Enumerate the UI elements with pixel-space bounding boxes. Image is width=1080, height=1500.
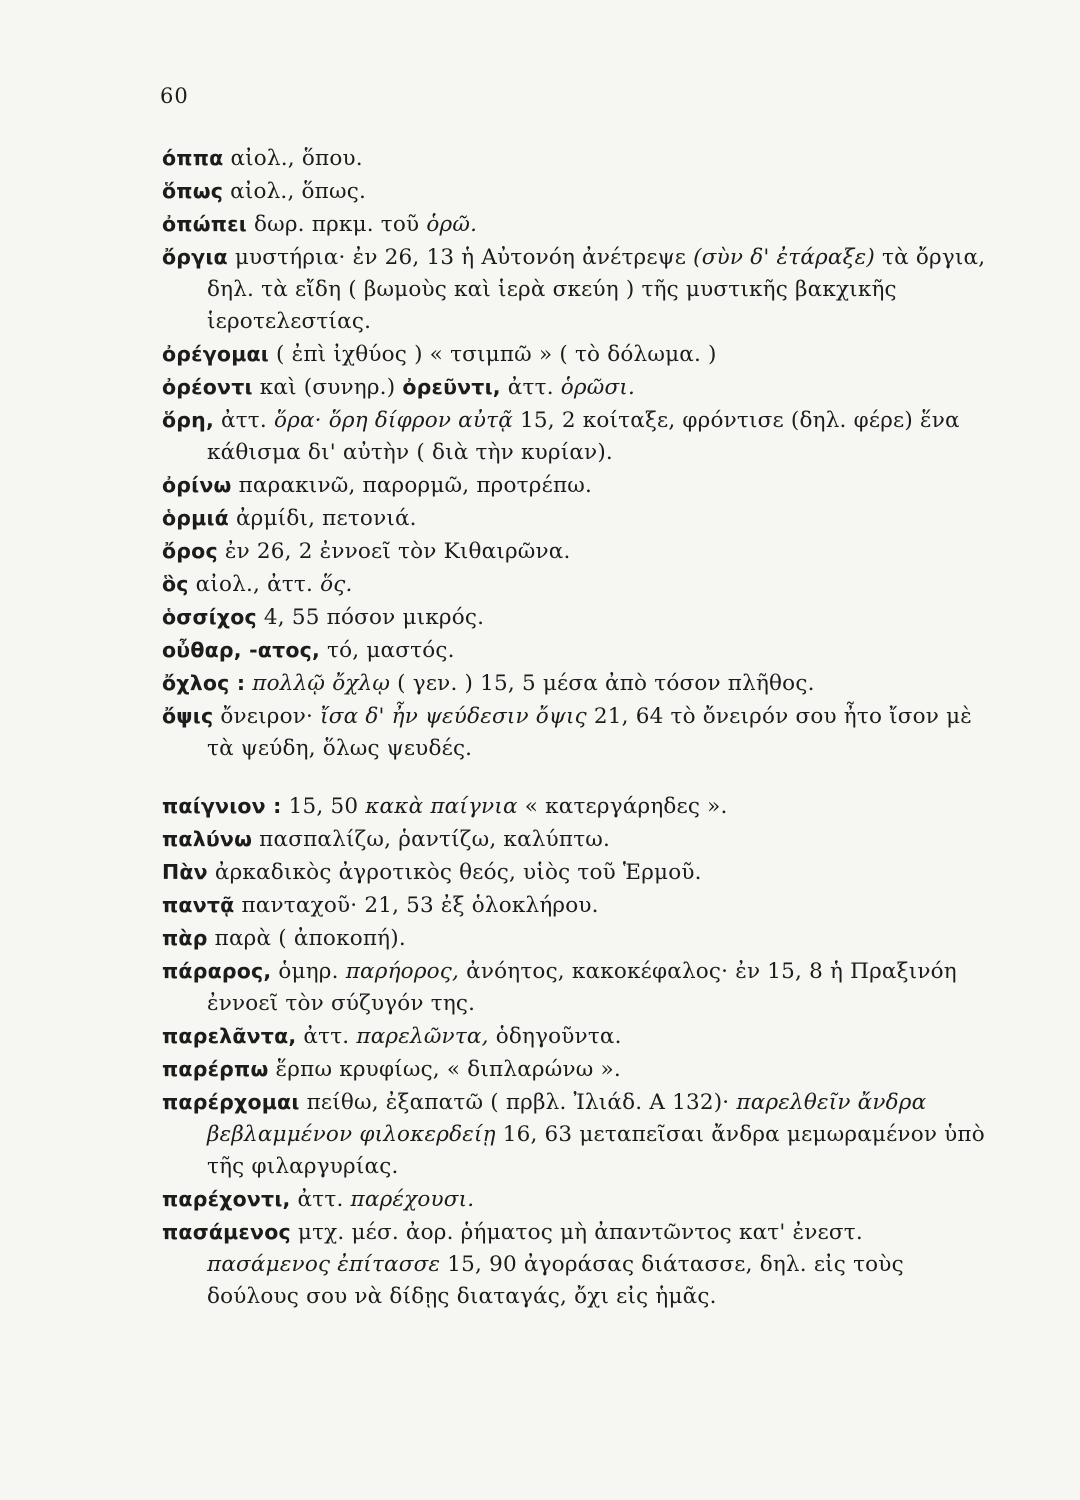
headword: Πὰν bbox=[162, 860, 208, 884]
headword: πὰρ bbox=[162, 926, 208, 950]
definition-text: αἰολ., ὅπου. bbox=[223, 146, 363, 171]
headword: ὁσσίχος bbox=[162, 605, 257, 629]
headword: παρελᾶντα, bbox=[162, 1024, 297, 1048]
dictionary-entry bbox=[162, 790, 992, 823]
definition-text: ἀττ. bbox=[213, 408, 274, 433]
page-number: 60 bbox=[160, 84, 189, 108]
dictionary-entries bbox=[162, 142, 992, 1313]
italic-quote: παρέχουσι. bbox=[350, 1187, 475, 1212]
dictionary-entry bbox=[162, 1216, 992, 1313]
headword: οὖθαρ, -ατος, bbox=[162, 638, 320, 662]
dictionary-entry bbox=[162, 601, 992, 634]
dictionary-entry bbox=[162, 338, 992, 371]
dictionary-entry bbox=[162, 1183, 992, 1216]
dictionary-entry bbox=[162, 700, 992, 765]
italic-quote: κακὰ παίγνια bbox=[365, 794, 518, 819]
bold-form: ὀρεῦντι, bbox=[402, 375, 501, 399]
dictionary-entry bbox=[162, 1020, 992, 1053]
dictionary-entry bbox=[162, 469, 992, 502]
dictionary-entry bbox=[162, 175, 992, 208]
italic-quote: πασάμενος ἐπίτασσε bbox=[207, 1252, 441, 1277]
italic-quote: παρήορος, bbox=[345, 959, 460, 984]
headword: παλύνω bbox=[162, 827, 253, 851]
definition-text: μτχ. μέσ. ἀορ. ῥήματος μὴ ἀπαντῶντος κατ' ἐνεστ. bbox=[290, 1220, 863, 1245]
definition-text: 15, 2 κοίταξε, φρόντισε (δηλ. φέρε) ἕνα κάθισμα δι' αὐτὴν ( διὰ τὴν κυρίαν). bbox=[207, 408, 960, 465]
italic-quote: πολλῷ ὄχλῳ bbox=[252, 671, 391, 696]
definition-text: μυστήρια· ἐν 26, 13 ἡ Αὐτονόη ἀνέτρεψε bbox=[227, 245, 694, 270]
definition-text: αἰολ., ἀττ. bbox=[188, 572, 321, 597]
dictionary-entry bbox=[162, 1086, 992, 1183]
dictionary-entry bbox=[162, 568, 992, 601]
definition-text: 4, 55 πόσον μικρός. bbox=[256, 605, 485, 630]
definition-text: δωρ. πρκμ. τοῦ bbox=[246, 212, 427, 237]
dictionary-entry bbox=[162, 535, 992, 568]
definition-text: ὁδηγοῦντα. bbox=[488, 1024, 622, 1049]
headword: παρέχοντι, bbox=[162, 1187, 291, 1211]
italic-quote: ἴσα δ' ἦν ψεύδεσιν ὄψις bbox=[320, 704, 587, 729]
headword: παίγνιον : bbox=[162, 794, 282, 818]
dictionary-entry bbox=[162, 823, 992, 856]
definition-text: παρακινῶ, παρορμῶ, προτρέπω. bbox=[231, 473, 593, 498]
dictionary-entry bbox=[162, 404, 992, 469]
headword: ὁρμιά bbox=[162, 506, 229, 530]
headword: ὄψις bbox=[162, 704, 214, 728]
dictionary-entry bbox=[162, 502, 992, 535]
definition-text: ἀττ. bbox=[296, 1024, 357, 1049]
dictionary-entry bbox=[162, 856, 992, 889]
headword: ὃς bbox=[162, 572, 189, 596]
headword: παρέρπω bbox=[162, 1057, 269, 1081]
dictionary-entry bbox=[162, 634, 992, 667]
definition-text: ( ἐπὶ ἰχθύος ) « τσιμπῶ » ( τὸ δόλωμα. ) bbox=[268, 342, 717, 367]
headword: ὄργια bbox=[162, 245, 228, 269]
italic-quote: ὅρα· ὅρη δίφρον αὐτᾷ bbox=[273, 408, 513, 433]
definition-text: πανταχοῦ· 21, 53 ἐξ ὁλοκλήρου. bbox=[234, 893, 599, 918]
italic-quote: ὁρῶ. bbox=[426, 212, 478, 237]
definition-text: ( γεν. ) 15, 5 μέσα ἀπὸ τόσον πλῆθος. bbox=[390, 671, 815, 696]
definition-text: ἀρκαδικὸς ἀγροτικὸς θεός, υἱὸς τοῦ Ἑρμοῦ. bbox=[207, 860, 702, 885]
italic-quote: παρελθεῖν ἄνδρα βεβλαμμένον φιλοκερδείῃ bbox=[207, 1090, 927, 1147]
definition-text: ὁμηρ. bbox=[271, 959, 346, 984]
headword: ὀρέγομαι bbox=[162, 342, 269, 366]
headword: ὀρέοντι bbox=[162, 375, 253, 399]
definition-text: πείθω, ἐξαπατῶ ( πρβλ. Ἰλιάδ. Α 132)· bbox=[299, 1090, 737, 1115]
dictionary-entry bbox=[162, 667, 992, 700]
italic-quote: ὅς. bbox=[320, 572, 353, 597]
italic-quote: (σὺν δ' ἐτάραξε) bbox=[693, 245, 875, 270]
headword: πασάμενος bbox=[162, 1220, 291, 1244]
headword: παντᾷ bbox=[162, 893, 235, 917]
definition-text: ἐν 26, 2 ἐννοεῖ τὸν Κιθαιρῶνα. bbox=[217, 539, 571, 564]
definition-text: 21, 64 τὸ ὄνειρόν σου ἦτο ἴσον μὲ τὰ ψεύδη, ὅλως ψευδές. bbox=[207, 704, 972, 761]
definition-text: τὰ ὄργια, δηλ. τὰ εἴδη ( βωμοὺς καὶ ἱερὰ σκεύη ) τῆς μυστικῆς βακχικῆς ἱεροτελεστίας. bbox=[207, 245, 986, 334]
definition-text: 15, 50 bbox=[281, 794, 366, 819]
dictionary-entry bbox=[162, 371, 992, 404]
definition-text: ἀττ. bbox=[290, 1187, 351, 1212]
headword: ὀρίνω bbox=[162, 473, 232, 497]
definition-text: καὶ (συνηρ.) bbox=[252, 375, 403, 400]
italic-quote: ὁρῶσι. bbox=[560, 375, 636, 400]
dictionary-entry bbox=[162, 142, 992, 175]
dictionary-entry bbox=[162, 1053, 992, 1086]
italic-quote: παρελῶντα, bbox=[356, 1024, 489, 1049]
definition-text: τό, μαστός. bbox=[320, 638, 455, 663]
definition-text: παρὰ ( ἀποκοπή). bbox=[207, 926, 406, 951]
headword: ὄχλος : bbox=[162, 671, 246, 695]
definition-text: 16, 63 μεταπεῖσαι ἄνδρα μεμωραμένον ὑπὸ τῆς φιλαργυρίας. bbox=[207, 1122, 985, 1179]
definition-text: « κατεργάρηδες ». bbox=[517, 794, 728, 819]
dictionary-entry bbox=[162, 889, 992, 922]
dictionary-entry bbox=[162, 208, 992, 241]
dictionary-entry bbox=[162, 922, 992, 955]
dictionary-entry bbox=[162, 241, 992, 338]
headword: ὅρη, bbox=[162, 408, 214, 432]
dictionary-entry bbox=[162, 955, 992, 1020]
definition-text: ἀνόητος, κακοκέφαλος· ἐν 15, 8 ἡ Πραξινόη ἐννοεῖ τὸν σύζυγόν της. bbox=[207, 959, 957, 1016]
headword: παρέρχομαι bbox=[162, 1090, 300, 1114]
definition-text: ὄνειρον· bbox=[213, 704, 321, 729]
headword: όππα bbox=[162, 146, 224, 170]
headword: ὄρος bbox=[162, 539, 218, 563]
definition-text: ἕρπω κρυφίως, « διπλαρώνω ». bbox=[268, 1057, 621, 1082]
headword: ὅπως bbox=[162, 179, 224, 203]
definition-text: 15, 90 ἀγοράσας διάτασσε, δηλ. εἰς τοὺς δούλους σου νὰ δίδῃς διαταγάς, ὄχι εἰς ἡμᾶς. bbox=[207, 1252, 904, 1309]
definition-text: ἀττ. bbox=[500, 375, 561, 400]
definition-text: αἰολ., ὅπως. bbox=[223, 179, 367, 204]
definition-text: ἀρμίδι, πετονιά. bbox=[228, 506, 417, 531]
headword: πάραρος, bbox=[162, 959, 272, 983]
headword: ὀπώπει bbox=[162, 212, 247, 236]
definition-text: πασπαλίζω, ῥαντίζω, καλύπτω. bbox=[252, 827, 611, 852]
